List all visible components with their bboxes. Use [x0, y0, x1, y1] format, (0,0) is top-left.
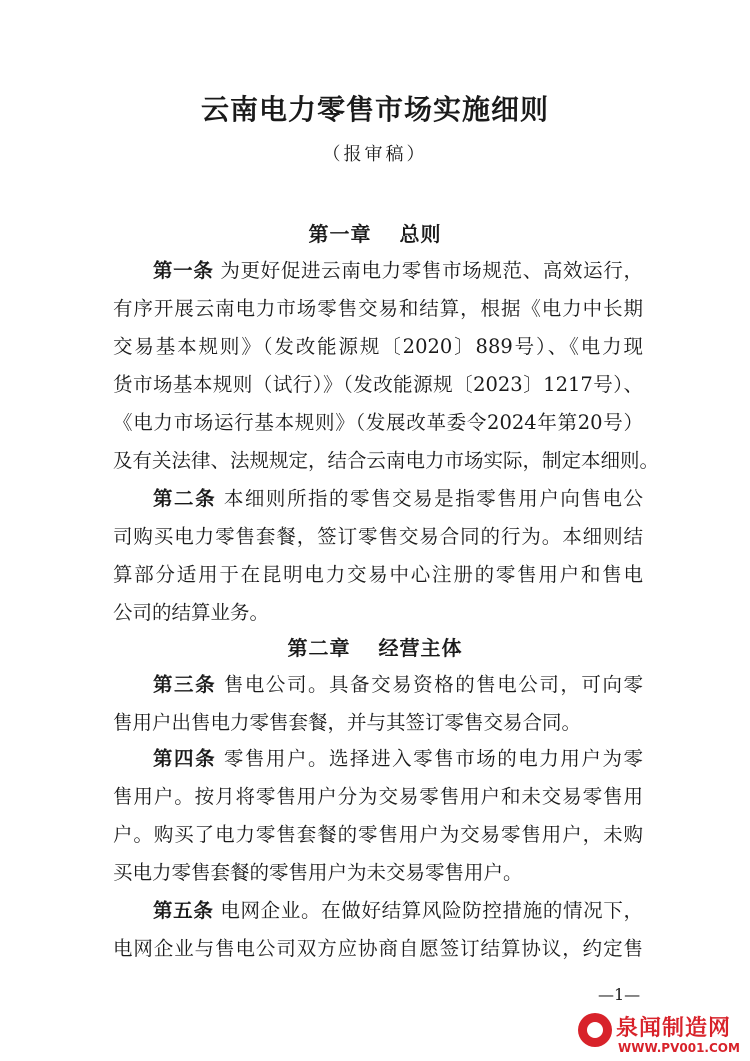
paragraph-line: 《电力市场运行基本规则》（发展改革委令2024年第20号）	[113, 411, 643, 434]
paragraph-line: 电网企业与售电公司双方应协商自愿签订结算协议，约定售	[113, 937, 643, 960]
article-3	[113, 666, 643, 742]
article-label: 第二条	[153, 487, 217, 510]
article-5	[113, 892, 643, 968]
chapter-heading	[0, 632, 750, 661]
paragraph-line: 第五条 电网企业。在做好结算风险防控措施的情况下，	[153, 899, 643, 922]
paragraph-line: 交易基本规则》（发改能源规〔2020〕889号）、《电力现	[113, 335, 643, 358]
chapter-name: 总则	[399, 222, 442, 246]
paragraph-line: 公司的结算业务。	[113, 601, 270, 624]
article-label: 第三条	[153, 673, 217, 696]
paragraph-line: 第四条 零售用户。选择进入零售市场的电力用户为零	[153, 747, 643, 770]
paragraph-line: 第二条 本细则所指的零售交易是指零售用户向售电公	[153, 487, 643, 510]
paragraph-line: 及有关法律、法规规定，结合云南电力市场实际，制定本细则。	[113, 449, 660, 472]
paragraph-line: 售用户。按月将零售用户分为交易零售用户和未交易零售用	[113, 785, 643, 808]
watermark-url: WWW.PV001.COM	[618, 1041, 740, 1055]
paragraph-line: 有序开展云南电力市场零售交易和结算，根据《电力中长期	[113, 297, 643, 320]
chapter-label: 第一章	[308, 222, 372, 246]
paragraph-line: 第三条 售电公司。具备交易资格的售电公司，可向零	[153, 673, 643, 696]
paragraph-line: 户。购买了电力零售套餐的零售用户为交易零售用户，未购	[113, 823, 643, 846]
watermark-name: 泉闻制造网	[616, 1016, 732, 1041]
location-pin-icon	[578, 1013, 612, 1047]
paragraph-line: 货市场基本规则（试行）》（发改能源规〔2023〕1217号）、	[113, 373, 643, 396]
watermark-logo	[578, 1007, 750, 1061]
paragraph-line: 售用户出售电力零售套餐，并与其签订零售交易合同。	[113, 711, 582, 734]
chapter-label: 第二章	[287, 636, 351, 660]
paragraph-line: 司购买电力零售套餐，签订零售交易合同的行为。本细则结	[113, 525, 643, 548]
article-2	[113, 480, 643, 632]
paragraph-line: 买电力零售套餐的零售用户为未交易零售用户。	[113, 861, 523, 884]
paragraph-line: 算部分适用于在昆明电力交易中心注册的零售用户和售电	[113, 563, 643, 586]
page-number: —1—	[598, 985, 641, 1004]
document-title: 云南电力零售市场实施细则	[200, 93, 549, 126]
document-subtitle: （报审稿）	[322, 144, 428, 165]
article-label: 第五条	[153, 899, 214, 922]
article-4	[113, 740, 643, 892]
paragraph-line: 第一条 为更好促进云南电力零售市场规范、高效运行，	[153, 259, 643, 282]
chapter-heading	[0, 218, 750, 247]
chapter-name: 经营主体	[378, 636, 463, 660]
article-1	[113, 252, 660, 480]
article-label: 第四条	[153, 747, 217, 770]
article-label: 第一条	[153, 259, 214, 282]
